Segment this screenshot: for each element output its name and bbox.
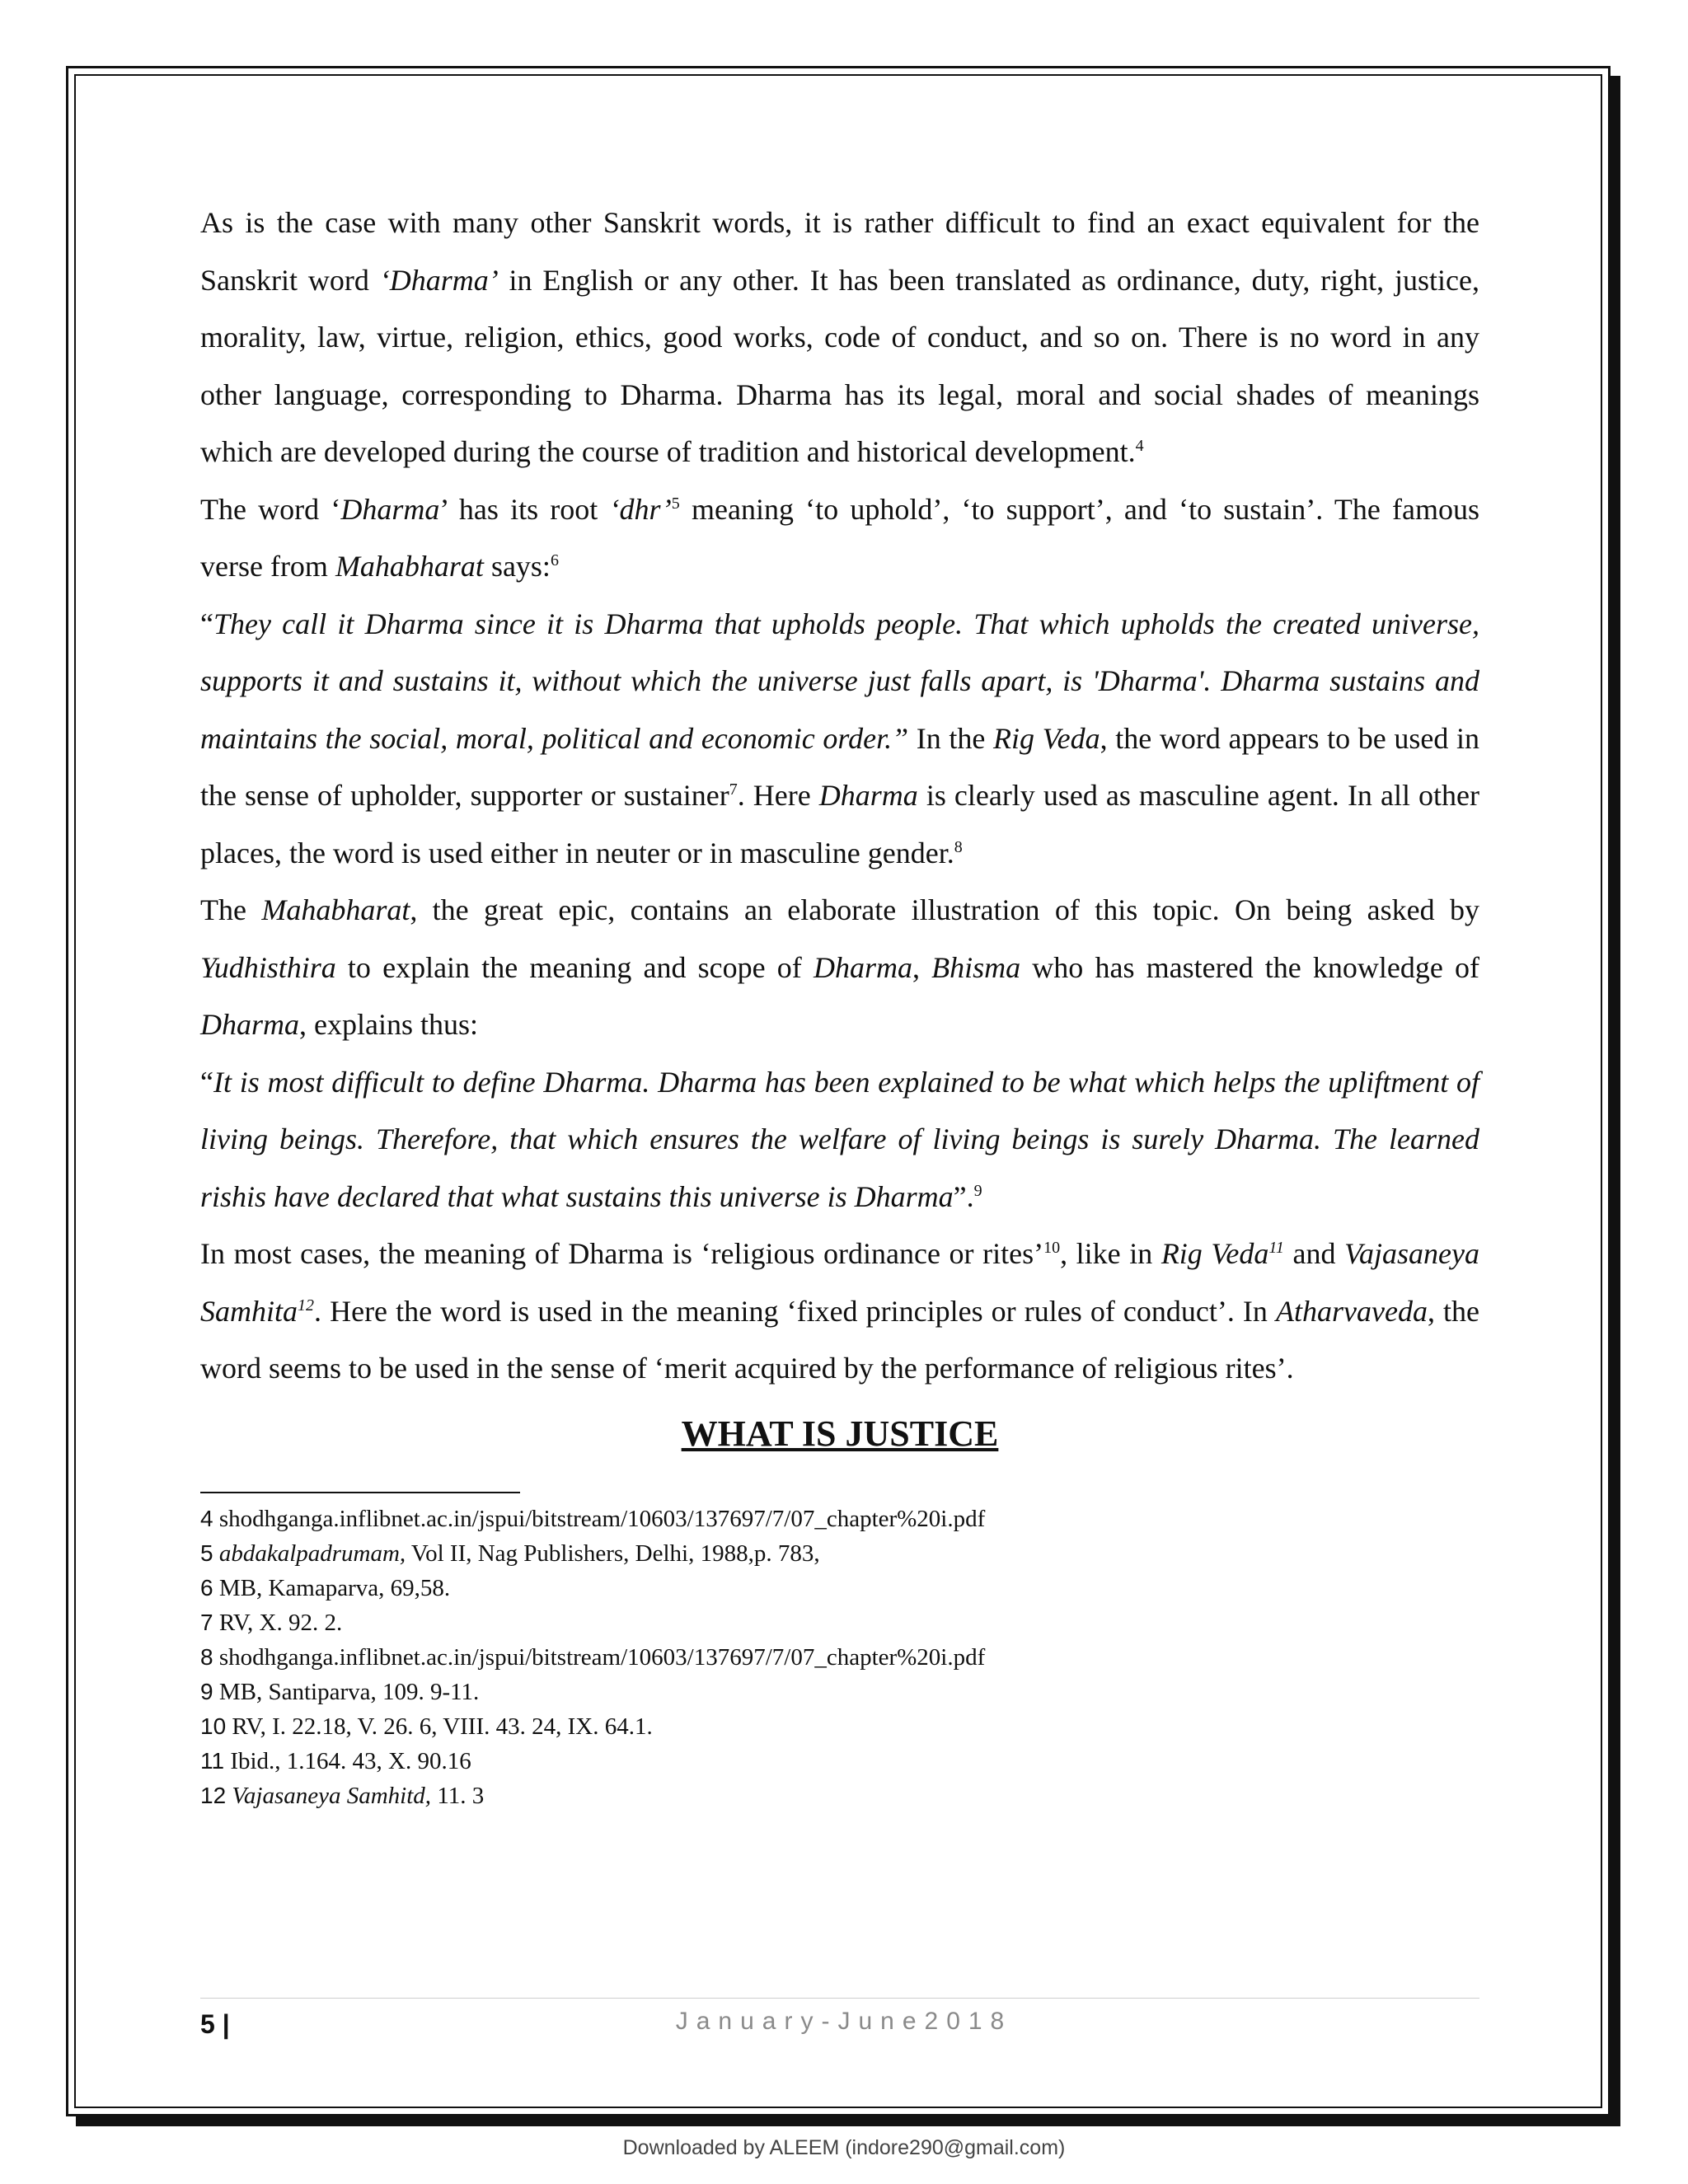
text-run: In most cases, the meaning of Dharma is ‘religious ordinance or rites’: [200, 1237, 1044, 1270]
italic-term: Dharma: [200, 1008, 300, 1041]
italic-term: Dharma: [813, 950, 912, 984]
footnote-item: [200, 1779, 1479, 1813]
text-run: meaning ‘to uphold’, ‘to support’, and ‘to sustain’. The famous verse from: [200, 492, 1479, 583]
text-run: . Here: [737, 779, 819, 812]
footnote-text: MB, Kamaparva, 69,58.: [218, 1574, 451, 1601]
footnote-text: RV, I. 22.18, V. 26. 6, VIII. 43. 24, IX. 64.1.: [232, 1713, 653, 1740]
paragraph-mahabharat: [200, 882, 1479, 1054]
footnote-ref[interactable]: 7: [729, 780, 738, 799]
footnote-item: [200, 1571, 1479, 1605]
footnote-text: RV, X. 92. 2.: [218, 1609, 343, 1636]
text-run: to explain the meaning and scope of: [335, 950, 814, 984]
footnote-item: [200, 1536, 1479, 1571]
text-run: As is the case with many other Sanskrit words, it is rather difficult to find an exact equivalent for the Sanskrit word: [200, 206, 1479, 297]
text-run: , the word seems to be used in the sense of ‘merit acquired by the performance of religious rites’.: [200, 1294, 1479, 1385]
footnote-text: MB, Santiparva, 109. 9-11.: [218, 1678, 480, 1705]
footnote-ref[interactable]: 4: [1135, 437, 1144, 455]
paragraph-word-root: [200, 481, 1479, 596]
text-run: in English or any other. It has been translated as ordinance, duty, right, justice, morality, law, virtue, religion, ethics, good works, code of conduct, and so on. There is no word in any other language, corresponding to Dharma. Dharma has its legal, moral and social shades of meanings which are developed during the course of tradition and historical development.: [200, 263, 1479, 468]
italic-term: Mahabharat: [261, 893, 410, 926]
italic-term: Vajasaneya Samhita: [200, 1237, 1479, 1328]
footnote-ref[interactable]: 8: [954, 837, 963, 856]
italic-term: ‘dhr’: [609, 492, 672, 526]
text-run: “: [200, 607, 213, 640]
footnote-text[interactable]: shodhganga.inflibnet.ac.in/jspui/bitstream/10603/137697/7/07_chapter%20i.pdf: [218, 1505, 986, 1532]
text-run: The word ‘: [200, 492, 341, 526]
italic-term: Rig Veda: [993, 721, 1100, 755]
paragraph-meaning-rites: [200, 1226, 1479, 1398]
footnote-item: [200, 1709, 1479, 1744]
footnote-number: 10: [200, 1713, 227, 1739]
footer-divider: [200, 1998, 1479, 1999]
footnote-separator: [200, 1492, 520, 1493]
footnote-number: 9: [200, 1678, 213, 1704]
italic-term: Dharma: [340, 492, 440, 526]
footnote-number: 7: [200, 1609, 213, 1635]
text-run: , the word appears to be used in the sense of upholder, supporter or sustainer: [200, 721, 1480, 812]
footnote-text: Vol II, Nag Publishers, Delhi, 1988,p. 783,: [406, 1540, 820, 1567]
download-attribution: Downloaded by ALEEM (indore290@gmail.com): [622, 2136, 1066, 2159]
footnote-item: [200, 1675, 1479, 1709]
paragraph-bhisma-quote: [200, 1054, 1479, 1226]
text-run: ’ has its root: [439, 492, 610, 526]
footnote-number: 5: [200, 1540, 213, 1566]
italic-term: Bhisma: [931, 950, 1021, 984]
footnote-number: 6: [200, 1574, 213, 1601]
footnote-text: Ibid., 1.164. 43, X. 90.16: [230, 1747, 471, 1774]
footnote-number: 4: [200, 1505, 213, 1531]
footnote-ref[interactable]: 5: [671, 494, 680, 513]
footnote-ref[interactable]: 10: [1043, 1239, 1061, 1257]
italic-term: Yudhisthira: [200, 950, 336, 984]
running-footer-date: January-June2018: [675, 2008, 1013, 2035]
italic-quote: It is most difficult to define Dharma. Dharma has been explained to be what which helps the upliftment of living beings. Therefore, that which ensures the welfare of living beings is surely Dharma. The learned rishis have declared that what sustains this universe is Dharma: [200, 1065, 1479, 1213]
footnote-italic: abdakalpadrumam,: [218, 1540, 406, 1567]
footnote-text: 11. 3: [431, 1782, 485, 1809]
text-run: who has mastered the knowledge of: [1020, 950, 1480, 984]
italic-term: Mahabharat: [335, 550, 484, 583]
text-run: . Here the word is used in the meaning ‘fixed principles or rules of conduct’. In: [314, 1294, 1276, 1328]
footnote-number: 11: [200, 1747, 225, 1774]
text-run: ”.: [953, 1179, 974, 1213]
text-run: “: [200, 1065, 213, 1099]
text-run: , explains thus:: [299, 1008, 478, 1041]
footnote-item: [200, 1502, 1479, 1536]
footnote-ref[interactable]: 11: [1268, 1239, 1284, 1257]
paragraph-verse-quote: [200, 596, 1479, 883]
text-run: ,: [912, 950, 932, 984]
text-run: , the great epic, contains an elaborate illustration of this topic. On being asked by: [410, 893, 1479, 926]
footnote-ref[interactable]: 6: [550, 551, 559, 569]
italic-term: Atharvaveda: [1276, 1294, 1428, 1328]
text-run: and: [1283, 1237, 1345, 1270]
text-run: In the: [908, 721, 994, 755]
italic-term: Rig Veda: [1160, 1237, 1269, 1270]
text-run: The: [200, 893, 262, 926]
page-number: 5 |: [200, 2009, 230, 2039]
text-run: , like in: [1060, 1237, 1161, 1270]
italic-term: ‘Dharma’: [379, 263, 499, 297]
footnote-number: 12: [200, 1782, 227, 1808]
italic-term: Dharma: [818, 779, 918, 812]
text-run: is clearly used as masculine agent. In all other places, the word is used either in neuter or in masculine gender.: [200, 779, 1479, 869]
footnote-ref[interactable]: 12: [298, 1296, 315, 1315]
footnotes-list: [200, 1502, 1479, 1813]
footnote-item: [200, 1744, 1479, 1779]
footnote-item: [200, 1605, 1479, 1640]
footnote-text[interactable]: shodhganga.inflibnet.ac.in/jspui/bitstream/10603/137697/7/07_chapter%20i.pdf: [218, 1643, 986, 1671]
footnote-italic: Vajasaneya Samhitd,: [232, 1782, 432, 1809]
text-run: says:: [483, 550, 551, 583]
footnote-ref[interactable]: 9: [973, 1181, 982, 1200]
page-content: [200, 194, 1479, 1813]
section-heading: WHAT IS JUSTICE: [681, 1413, 999, 1454]
paragraph-dharma-definition: [200, 194, 1479, 481]
footnote-item: [200, 1640, 1479, 1675]
italic-quote: They call it Dharma since it is Dharma that upholds people. That which upholds the created universe, supports it and sustains it, without which the universe just falls apart, is 'Dharma'. Dharma sustains and maintains the social, moral, political and economic order.”: [200, 607, 1479, 755]
footnote-number: 8: [200, 1643, 213, 1670]
